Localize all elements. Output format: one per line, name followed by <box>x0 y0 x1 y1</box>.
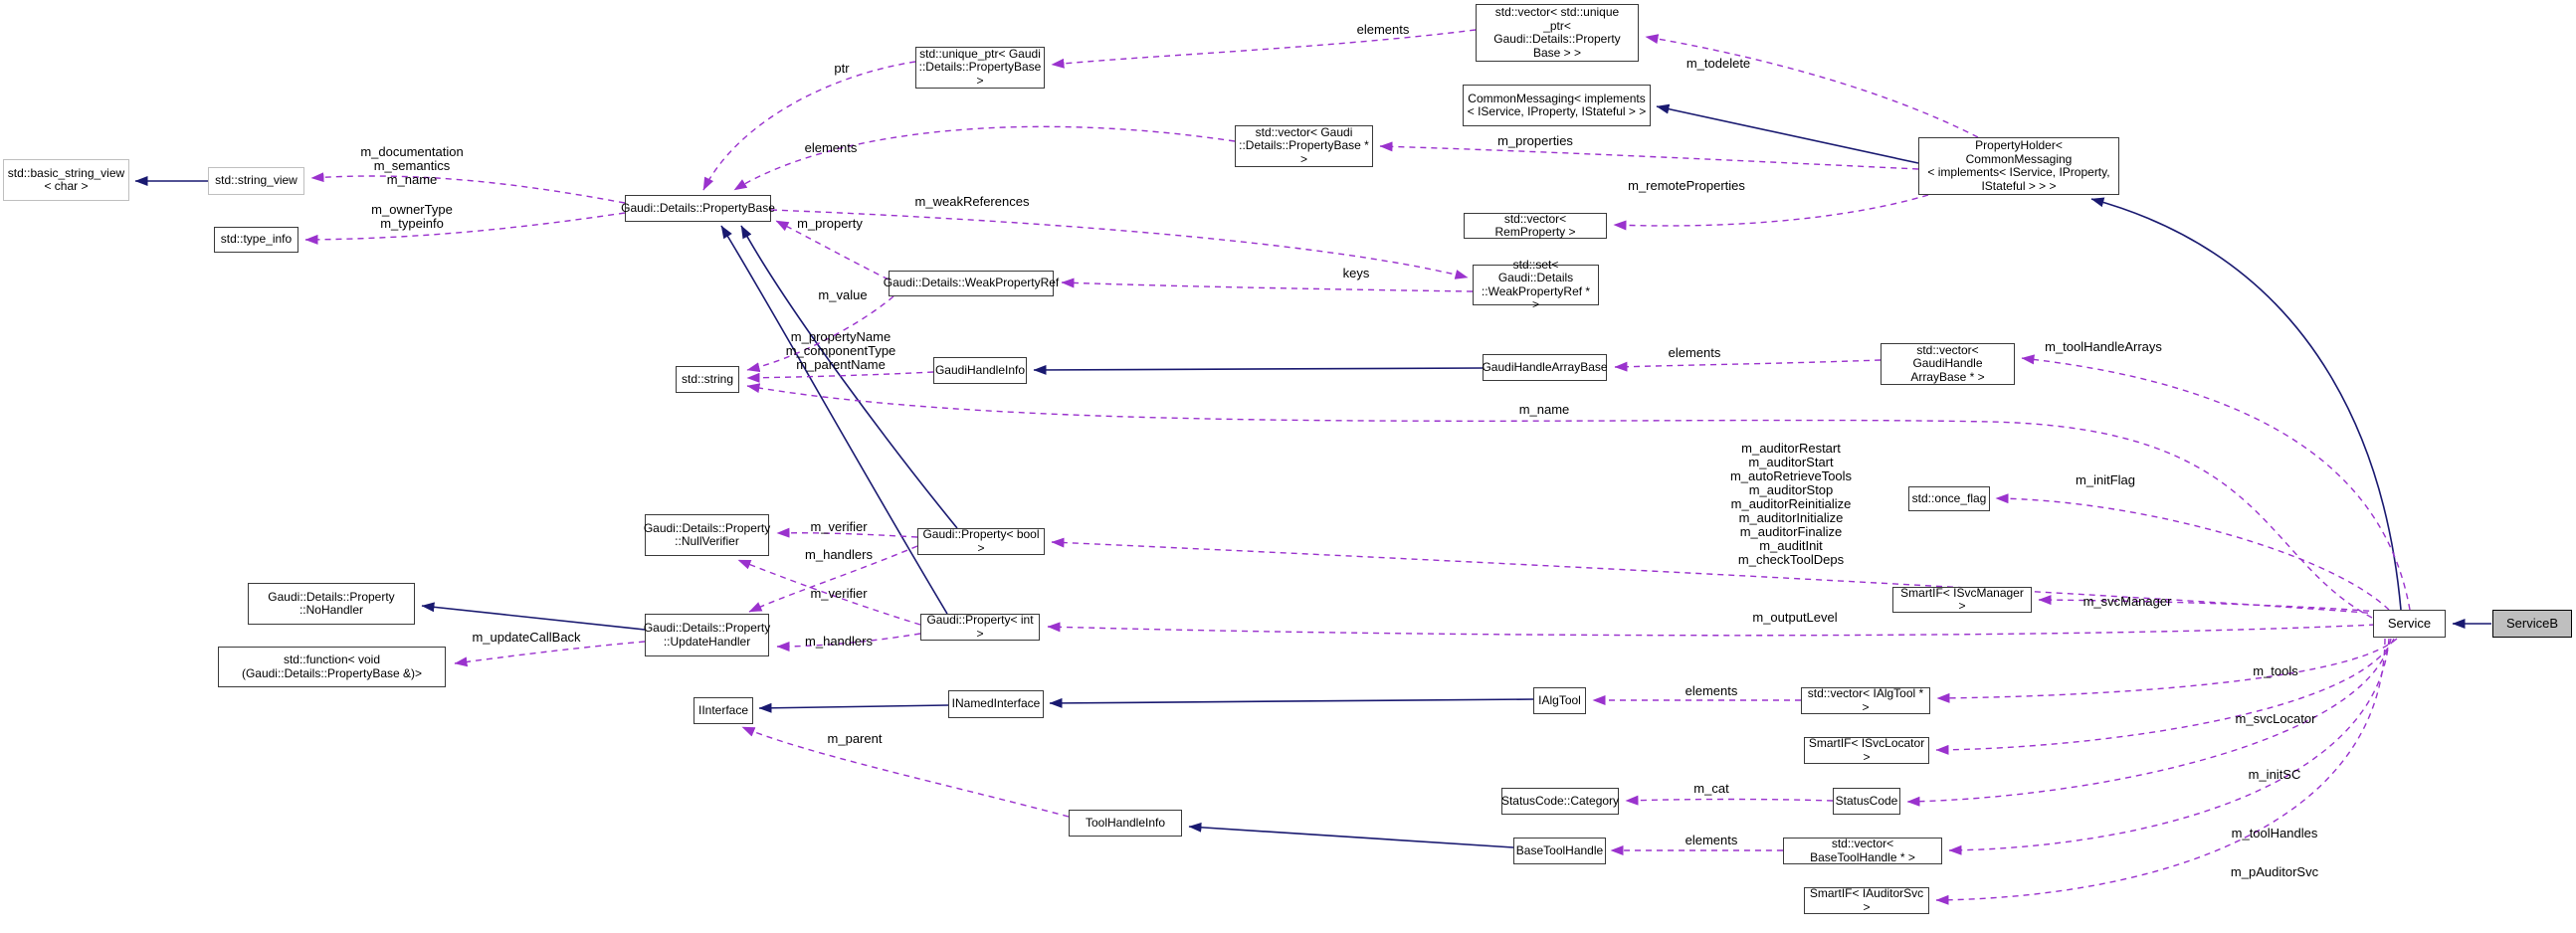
edge-label-elements-unique: elements <box>1356 22 1410 37</box>
edge-service-onceflag <box>1996 498 2389 610</box>
edge-label-m-svclocator: m_svcLocator <box>2235 711 2316 726</box>
node-std-basic-string-view[interactable]: std::basic_string_view < char > <box>3 159 129 201</box>
node-nullverifier[interactable]: Gaudi::Details::Property ::NullVerifier <box>645 514 769 556</box>
edge-label-m-svcmanager: m_svcManager <box>2082 594 2172 609</box>
node-gaudi-details-propertybase[interactable]: Gaudi::Details::PropertyBase <box>625 195 771 222</box>
edge-label-m-tools: m_tools <box>2253 663 2298 678</box>
node-gaudi-details-weakpropertyref[interactable]: Gaudi::Details::WeakPropertyRef <box>889 271 1054 296</box>
node-std-vector-gaudihandlearraybase[interactable]: std::vector< GaudiHandle ArrayBase * > <box>1881 343 2015 385</box>
edge-label-propertyname-group: m_propertyName m_componentType m_parentName <box>785 329 896 372</box>
node-smartif-isvclocator[interactable]: SmartIF< ISvcLocator > <box>1804 737 1929 764</box>
edge-label-m-handlers-int: m_handlers <box>805 634 873 649</box>
edge-label-elements-ialgtool: elements <box>1684 683 1738 698</box>
edge-propertyholder-vecrem <box>1614 195 1928 226</box>
node-statuscode-category[interactable]: StatusCode::Category <box>1501 788 1619 815</box>
edge-propertybase-typeinfo <box>305 213 625 240</box>
node-gaudi-property-int[interactable]: Gaudi::Property< int > <box>920 614 1040 641</box>
edge-inamedinterface-iinterface <box>759 705 948 708</box>
node-std-unique-ptr-propertybase[interactable]: std::unique_ptr< Gaudi ::Details::PropertyBase > <box>915 47 1045 89</box>
edge-label-m-weakreferences: m_weakReferences <box>914 194 1030 209</box>
edge-setwpr-weakpropertyref <box>1062 282 1473 291</box>
node-std-vector-remproperty[interactable]: std::vector< RemProperty > <box>1464 213 1607 239</box>
edge-ialgtool-inamedinterface <box>1050 699 1533 703</box>
edge-label-m-properties: m_properties <box>1497 133 1573 148</box>
node-std-string[interactable]: std::string <box>676 366 739 393</box>
edge-service-propertyholder <box>2091 199 2401 610</box>
node-ialgtool[interactable]: IAlgTool <box>1533 687 1586 714</box>
node-std-function[interactable]: std::function< void (Gaudi::Details::PropertyBase &)> <box>218 647 446 687</box>
edge-propertyholder-vecpbptr <box>1380 146 1918 169</box>
edge-service-string-mname <box>747 386 2372 618</box>
node-std-once-flag[interactable]: std::once_flag <box>1908 486 1990 511</box>
node-smartif-iauditorsvc[interactable]: SmartIF< IAuditorSvc > <box>1804 887 1929 914</box>
node-toolhandleinfo[interactable]: ToolHandleInfo <box>1069 810 1182 837</box>
edge-uniqueptr-propertybase <box>703 62 915 190</box>
edge-label-m-remoteproperties: m_remoteProperties <box>1628 178 1745 193</box>
edge-label-m-name: m_name <box>1518 402 1570 417</box>
node-propertyholder[interactable]: PropertyHolder< CommonMessaging < implements< IService, IProperty, IStateful > > > <box>1918 137 2119 195</box>
edge-label-m-parent: m_parent <box>827 731 883 746</box>
edge-propertyholder-commonmessaging <box>1657 106 1918 163</box>
edge-label-m-property: m_property <box>797 216 863 231</box>
node-statuscode[interactable]: StatusCode <box>1833 788 1900 815</box>
edge-updatehandler-nohandler <box>422 606 645 630</box>
edge-label-m-initflag: m_initFlag <box>2076 472 2135 487</box>
node-iinterface[interactable]: IInterface <box>694 697 753 724</box>
edge-label-keys: keys <box>1342 266 1370 280</box>
node-serviceb[interactable]: ServiceB <box>2492 610 2572 638</box>
edge-label-m-todelete: m_todelete <box>1685 56 1751 71</box>
edge-label-m-toolhandlearrays: m_toolHandleArrays <box>2045 339 2162 354</box>
edge-service-statuscode <box>1907 639 2391 802</box>
edge-statuscode-category <box>1626 800 1833 802</box>
edge-basetoolhandle-toolhandleinfo <box>1189 827 1513 847</box>
node-inamedinterface[interactable]: INamedInterface <box>948 690 1044 718</box>
node-std-vector-unique-ptr-propertybase[interactable]: std::vector< std::unique _ptr< Gaudi::Details::Property Base > > <box>1476 4 1639 62</box>
edge-label-m-updatecallback: m_updateCallBack <box>472 630 581 645</box>
node-gaudihandleinfo[interactable]: GaudiHandleInfo <box>933 357 1027 384</box>
edge-propertybase-stringview <box>311 176 625 203</box>
edge-service-propertyint <box>1048 625 2375 636</box>
node-nohandler[interactable]: Gaudi::Details::Property ::NoHandler <box>248 583 415 625</box>
edge-label-m-toolhandles: m_toolHandles <box>2231 826 2318 840</box>
node-std-vector-ialgtool[interactable]: std::vector< IAlgTool * > <box>1801 687 1930 714</box>
edge-label-auditor-group: m_auditorRestart m_auditorStart m_autoRetrieveTools m_auditorStop m_auditorReinitialize m_auditorInitialize m_auditorFinalize m_auditInit m_checkToolDeps <box>1729 441 1853 567</box>
edge-label-ownertype-group: m_ownerType m_typeinfo <box>371 202 453 231</box>
edge-service-vecbasetoolhandle <box>1949 639 2389 850</box>
edge-label-m-handlers-bool: m_handlers <box>805 547 873 562</box>
node-updatehandler[interactable]: Gaudi::Details::Property ::UpdateHandler <box>645 614 769 656</box>
edge-propertyholder-vecunique <box>1646 37 1978 137</box>
edge-service-vecialgtool <box>1937 639 2397 698</box>
edge-label-documentation-group: m_documentation m_semantics m_name <box>360 144 464 187</box>
edge-updatehandler-stdfunction <box>455 642 645 663</box>
edge-label-ptr: ptr <box>834 61 850 76</box>
node-std-vector-propertybase-ptr[interactable]: std::vector< Gaudi ::Details::PropertyBase * > <box>1235 125 1373 167</box>
edge-label-elements-ghab: elements <box>1668 345 1721 360</box>
edge-label-m-pauditorsvc: m_pAuditorSvc <box>2230 864 2319 879</box>
edge-label-elements-pb: elements <box>804 140 858 155</box>
node-gaudihandlearraybase[interactable]: GaudiHandleArrayBase <box>1483 354 1607 381</box>
node-service[interactable]: Service <box>2373 610 2446 638</box>
node-basetoolhandle[interactable]: BaseToolHandle <box>1513 838 1606 864</box>
node-std-string-view[interactable]: std::string_view <box>208 167 304 195</box>
node-std-vector-basetoolhandle[interactable]: std::vector< BaseToolHandle * > <box>1783 838 1942 864</box>
node-smartif-isvcmanager[interactable]: SmartIF< ISvcManager > <box>1892 587 2032 613</box>
edge-label-m-value: m_value <box>818 287 868 302</box>
edge-label-m-initsc: m_initSC <box>2248 767 2301 782</box>
edge-toolhandleinfo-iinterface <box>742 727 1069 817</box>
edge-ghab-gaudihandleinfo <box>1034 368 1483 370</box>
node-std-type-info[interactable]: std::type_info <box>214 227 298 253</box>
node-std-set-weakpropertyref[interactable]: std::set< Gaudi::Details ::WeakPropertyRef * > <box>1473 265 1599 305</box>
edge-vecghab-ghab <box>1615 360 1881 367</box>
edge-label-m-outputlevel: m_outputLevel <box>1752 610 1838 625</box>
edge-service-smartifauditorsvc <box>1936 639 2385 900</box>
node-commonmessaging[interactable]: CommonMessaging< implements < IService, IProperty, IStateful > > <box>1463 85 1651 126</box>
edge-service-smartifsvclocator <box>1936 639 2394 750</box>
edge-label-m-cat: m_cat <box>1693 781 1729 796</box>
edge-label-m-verifier-bool: m_verifier <box>810 519 868 534</box>
edge-label-m-verifier-int: m_verifier <box>810 586 868 601</box>
edge-vecpbptr-propertybase <box>734 126 1235 190</box>
node-gaudi-property-bool[interactable]: Gaudi::Property< bool > <box>917 528 1045 555</box>
edge-vecunique-uniqueptr <box>1052 30 1476 65</box>
edge-label-elements-basetoolhandle: elements <box>1684 833 1738 847</box>
